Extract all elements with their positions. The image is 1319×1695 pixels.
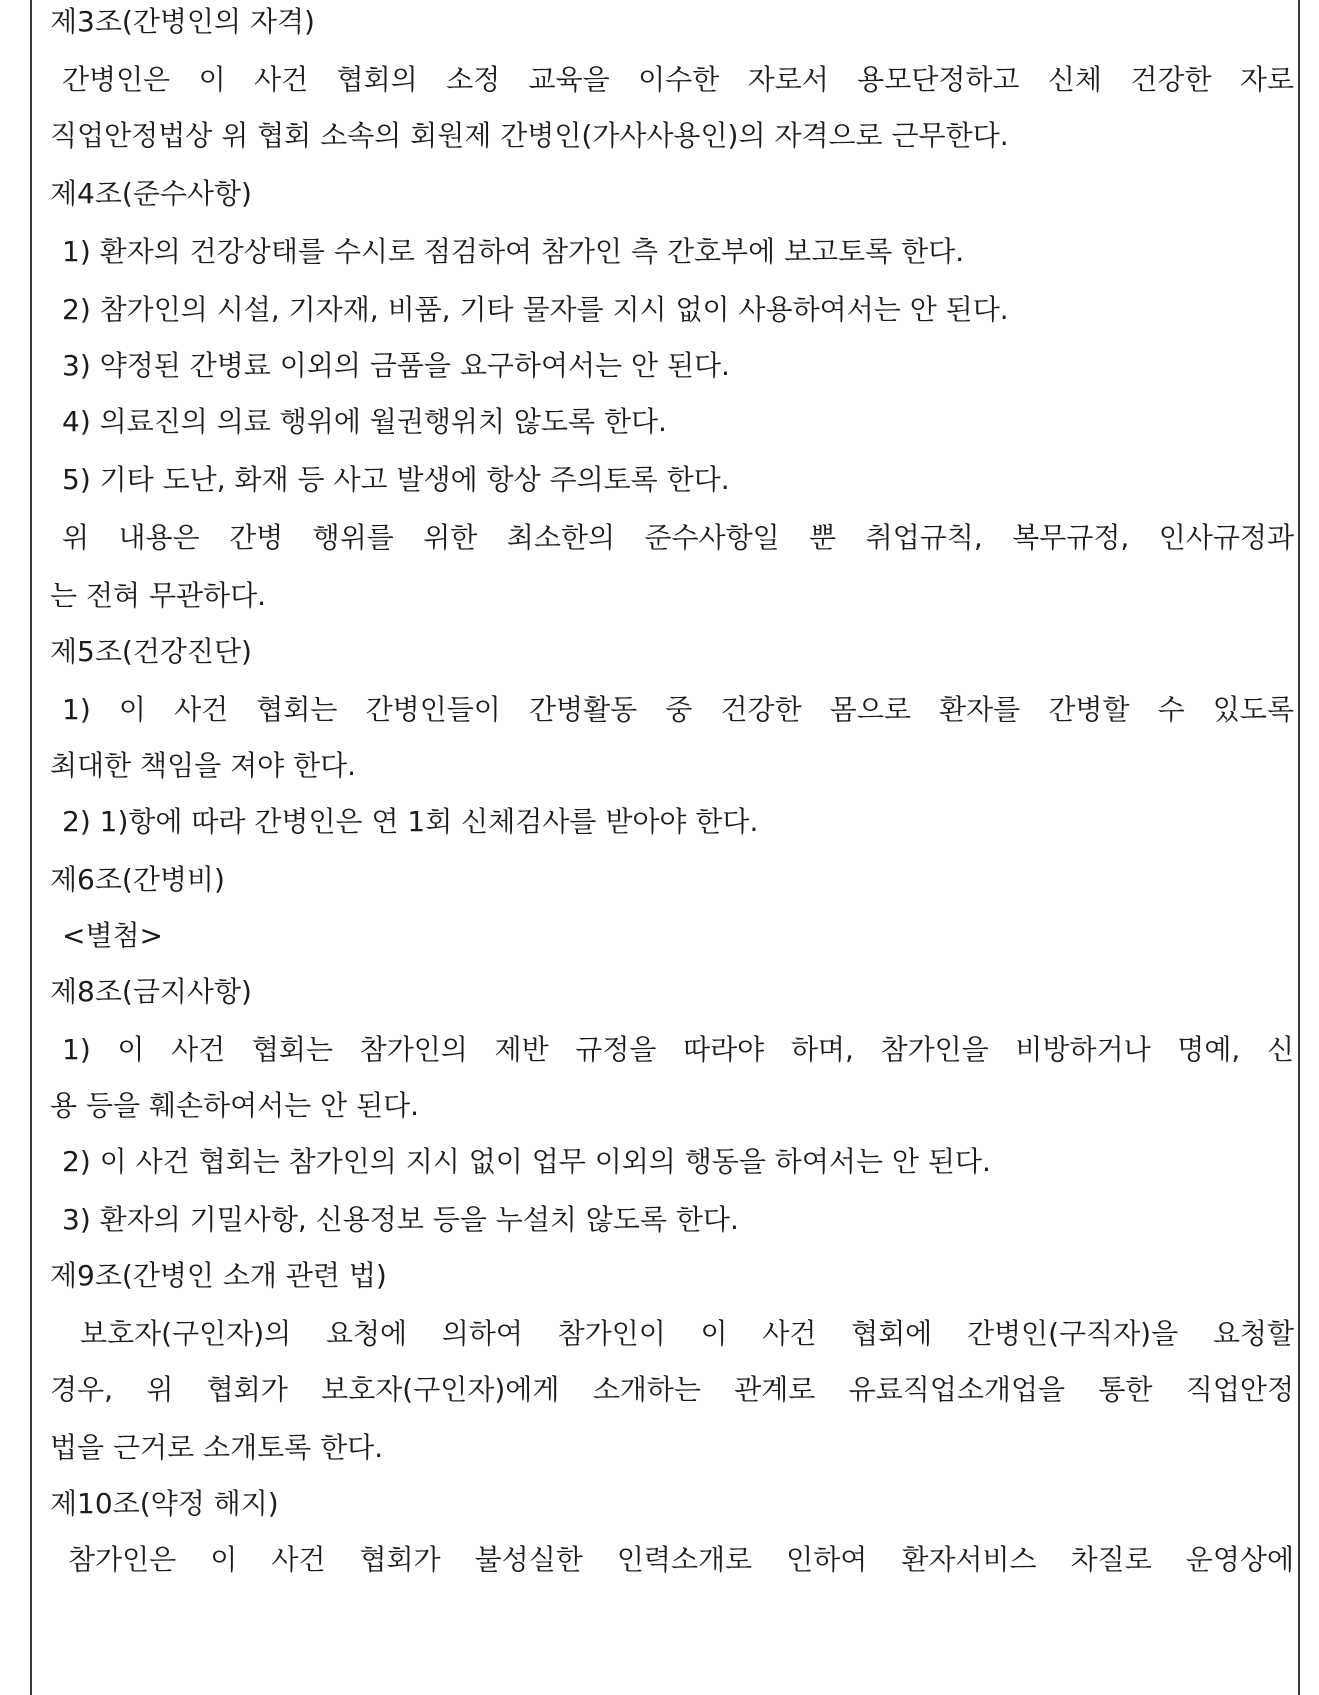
article-8-item-2: 2) 이 사건 협회는 참가인의 지시 없이 업무 이외의 행동을 하여서는 안 된다. <box>62 1145 991 1178</box>
article-5-item-1-line-1: 1) 이 사건 협회는 간병인들이 간병활동 중 건강한 몸으로 환자를 간병할 수 있도록 <box>62 693 1294 726</box>
article-9-heading: 제9조(간병인 소개 관련 법) <box>50 1259 387 1292</box>
article-3-line-1: 간병인은 이 사건 협회의 소정 교육을 이수한 자로서 용모단정하고 신체 건강한 자로 <box>62 63 1294 96</box>
article-5-item-2: 2) 1)항에 따라 간병인은 연 1회 신체검사를 받아야 한다. <box>62 805 759 838</box>
article-3-heading: 제3조(간병인의 자격) <box>50 5 315 38</box>
article-6-heading: 제6조(간병비) <box>50 863 225 896</box>
article-5-heading: 제5조(건강진단) <box>50 635 252 668</box>
article-4-item-2: 2) 참가인의 시설, 기자재, 비품, 기타 물자를 지시 없이 사용하여서는 안 된다. <box>62 293 1009 326</box>
article-6-attachment: <별첨> <box>62 919 164 952</box>
article-4-item-1: 1) 환자의 건강상태를 수시로 점검하여 참가인 측 간호부에 보고토록 한다. <box>62 235 965 268</box>
article-8-item-3: 3) 환자의 기밀사항, 신용정보 등을 누설치 않도록 한다. <box>62 1203 739 1236</box>
article-5-item-1-line-2: 최대한 책임을 져야 한다. <box>50 749 357 782</box>
article-4-item-3: 3) 약정된 간병료 이외의 금품을 요구하여서는 안 된다. <box>62 349 730 382</box>
article-10-heading: 제10조(약정 해지) <box>50 1487 279 1520</box>
left-border-rule <box>30 0 32 1695</box>
article-3-line-2: 직업안정법상 위 협회 소속의 회원제 간병인(가사사용인)의 자격으로 근무한다. <box>50 119 1009 152</box>
article-8-item-1-line-2: 용 등을 훼손하여서는 안 된다. <box>50 1089 420 1122</box>
article-4-item-5: 5) 기타 도난, 화재 등 사고 발생에 항상 주의토록 한다. <box>62 463 730 496</box>
article-10-line-1: 참가인은 이 사건 협회가 불성실한 인력소개로 인하여 환자서비스 차질로 운영상에 <box>68 1543 1294 1576</box>
article-4-note-line-1: 위 내용은 간병 행위를 위한 최소한의 준수사항일 뿐 취업규칙, 복무규정, 인사규정과 <box>62 521 1294 554</box>
article-4-heading: 제4조(준수사항) <box>50 177 252 210</box>
article-9-line-1: 보호자(구인자)의 요청에 의하여 참가인이 이 사건 협회에 간병인(구직자)을 요청할 <box>80 1317 1294 1350</box>
article-4-item-4: 4) 의료진의 의료 행위에 월권행위치 않도록 한다. <box>62 405 667 438</box>
article-9-line-2: 경우, 위 협회가 보호자(구인자)에게 소개하는 관계로 유료직업소개업을 통한 직업안정 <box>50 1373 1294 1406</box>
article-8-heading: 제8조(금지사항) <box>50 975 252 1008</box>
article-9-line-3: 법을 근거로 소개토록 한다. <box>50 1431 384 1464</box>
article-4-note-line-2: 는 전혀 무관하다. <box>50 579 267 612</box>
article-8-item-1-line-1: 1) 이 사건 협회는 참가인의 제반 규정을 따라야 하며, 참가인을 비방하거나 명예, 신 <box>62 1033 1294 1066</box>
right-border-rule <box>1298 0 1300 1695</box>
